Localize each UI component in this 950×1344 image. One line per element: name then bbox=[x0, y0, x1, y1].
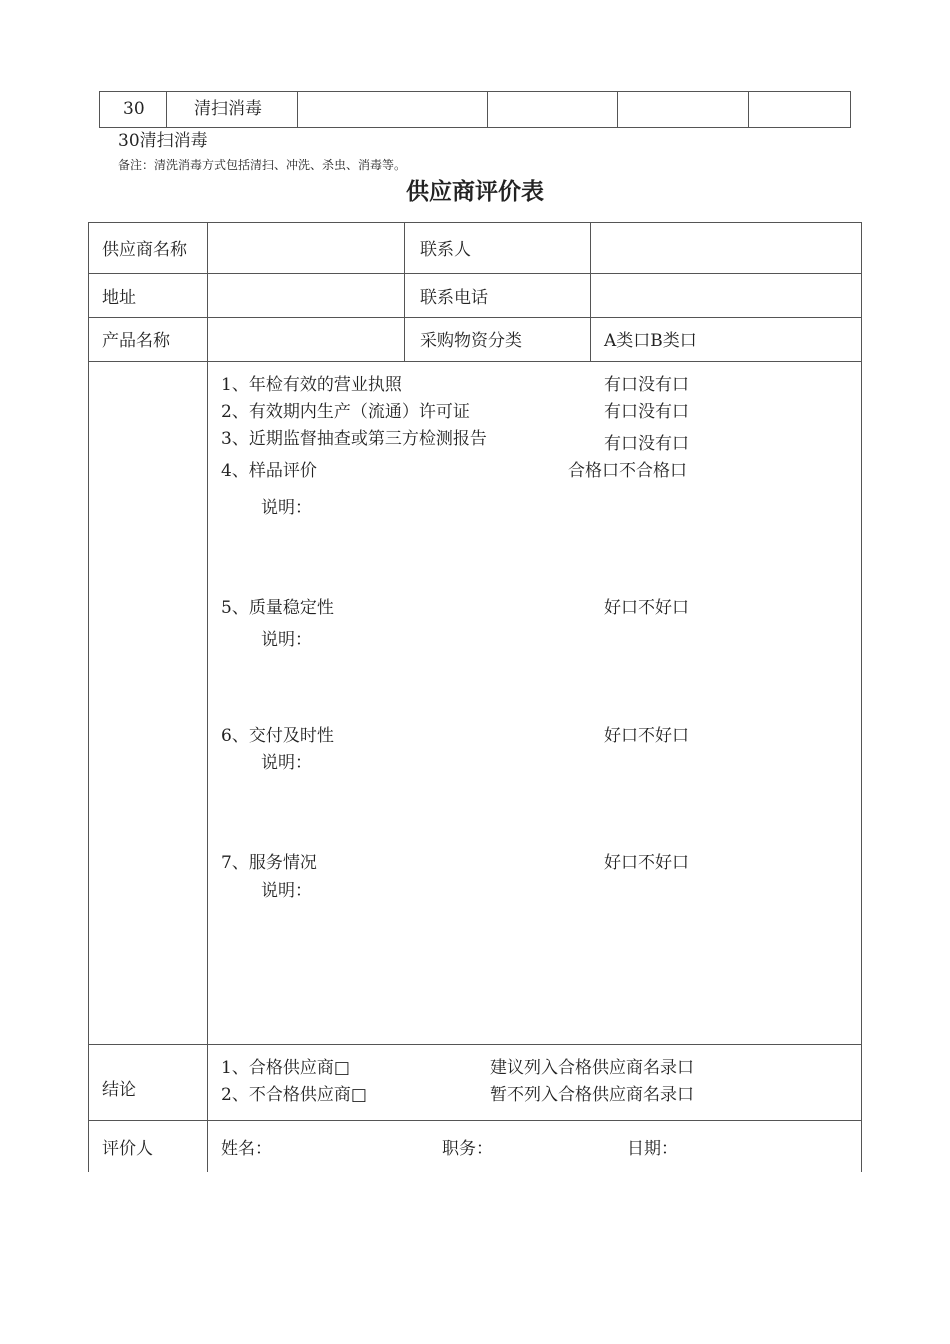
criterion-options: 有口没有口 bbox=[604, 434, 689, 454]
divider bbox=[99, 91, 851, 92]
contact-label: 联系人 bbox=[420, 240, 471, 260]
address-label: 地址 bbox=[102, 288, 136, 308]
explain-label: 说明： bbox=[261, 753, 312, 773]
criterion-text: 7、服务情况 bbox=[221, 853, 317, 873]
criterion-options: 有口没有口 bbox=[604, 375, 689, 395]
divider bbox=[88, 1120, 862, 1121]
divider bbox=[850, 91, 851, 128]
explain-label: 说明： bbox=[261, 630, 312, 650]
divider bbox=[88, 1044, 862, 1045]
divider bbox=[487, 91, 488, 128]
category-options: A类口B类口 bbox=[604, 331, 697, 351]
note: 备注：清洗消毒方式包括清扫、冲洗、杀虫、消毒等。 bbox=[118, 158, 407, 172]
name-label: 姓名： bbox=[221, 1139, 272, 1159]
page-title: 供应商评价表 bbox=[406, 179, 544, 205]
criterion-text: 3、近期监督抽查或第三方检测报告 bbox=[221, 429, 487, 449]
product-name-label: 产品名称 bbox=[102, 331, 170, 351]
position-label: 职务： bbox=[442, 1139, 493, 1159]
divider bbox=[88, 222, 89, 1172]
row-number: 30 bbox=[123, 99, 145, 119]
divider bbox=[88, 317, 862, 318]
divider bbox=[88, 273, 862, 274]
criterion-text: 1、年检有效的营业执照 bbox=[221, 375, 402, 395]
divider bbox=[99, 127, 851, 128]
criterion-options: 合格口不合格口 bbox=[568, 461, 687, 481]
row-name: 清扫消毒 bbox=[194, 99, 262, 119]
unqualified-option: 2、不合格供应商□ bbox=[221, 1085, 367, 1105]
divider bbox=[617, 91, 618, 128]
qualified-option: 1、合格供应商□ bbox=[221, 1058, 350, 1078]
category-label: 采购物资分类 bbox=[420, 331, 522, 351]
evaluator-label: 评价人 bbox=[102, 1139, 153, 1159]
divider bbox=[748, 91, 749, 128]
divider bbox=[590, 222, 591, 361]
divider bbox=[207, 222, 208, 1172]
criterion-text: 5、质量稳定性 bbox=[221, 598, 334, 618]
divider bbox=[404, 222, 405, 361]
criterion-options: 好口不好口 bbox=[604, 853, 689, 873]
qualified-action: 建议列入合格供应商名录口 bbox=[490, 1058, 694, 1078]
date-label: 日期： bbox=[627, 1139, 678, 1159]
conclusion-label: 结论 bbox=[102, 1080, 136, 1100]
divider bbox=[861, 222, 862, 1172]
criterion-text: 4、样品评价 bbox=[221, 461, 317, 481]
divider bbox=[166, 91, 167, 128]
criterion-options: 有口没有口 bbox=[604, 402, 689, 422]
phone-label: 联系电话 bbox=[420, 288, 488, 308]
unqualified-action: 暂不列入合格供应商名录口 bbox=[490, 1085, 694, 1105]
divider bbox=[88, 222, 862, 223]
criterion-options: 好口不好口 bbox=[604, 598, 689, 618]
supplier-name-label: 供应商名称 bbox=[102, 240, 187, 260]
explain-label: 说明： bbox=[261, 498, 312, 518]
divider bbox=[88, 361, 862, 362]
criterion-text: 2、有效期内生产（流通）许可证 bbox=[221, 402, 470, 422]
divider bbox=[99, 91, 100, 128]
divider bbox=[297, 91, 298, 128]
criterion-text: 6、交付及时性 bbox=[221, 726, 334, 746]
criterion-options: 好口不好口 bbox=[604, 726, 689, 746]
repeat-label: 30清扫消毒 bbox=[118, 131, 208, 151]
explain-label: 说明： bbox=[261, 881, 312, 901]
